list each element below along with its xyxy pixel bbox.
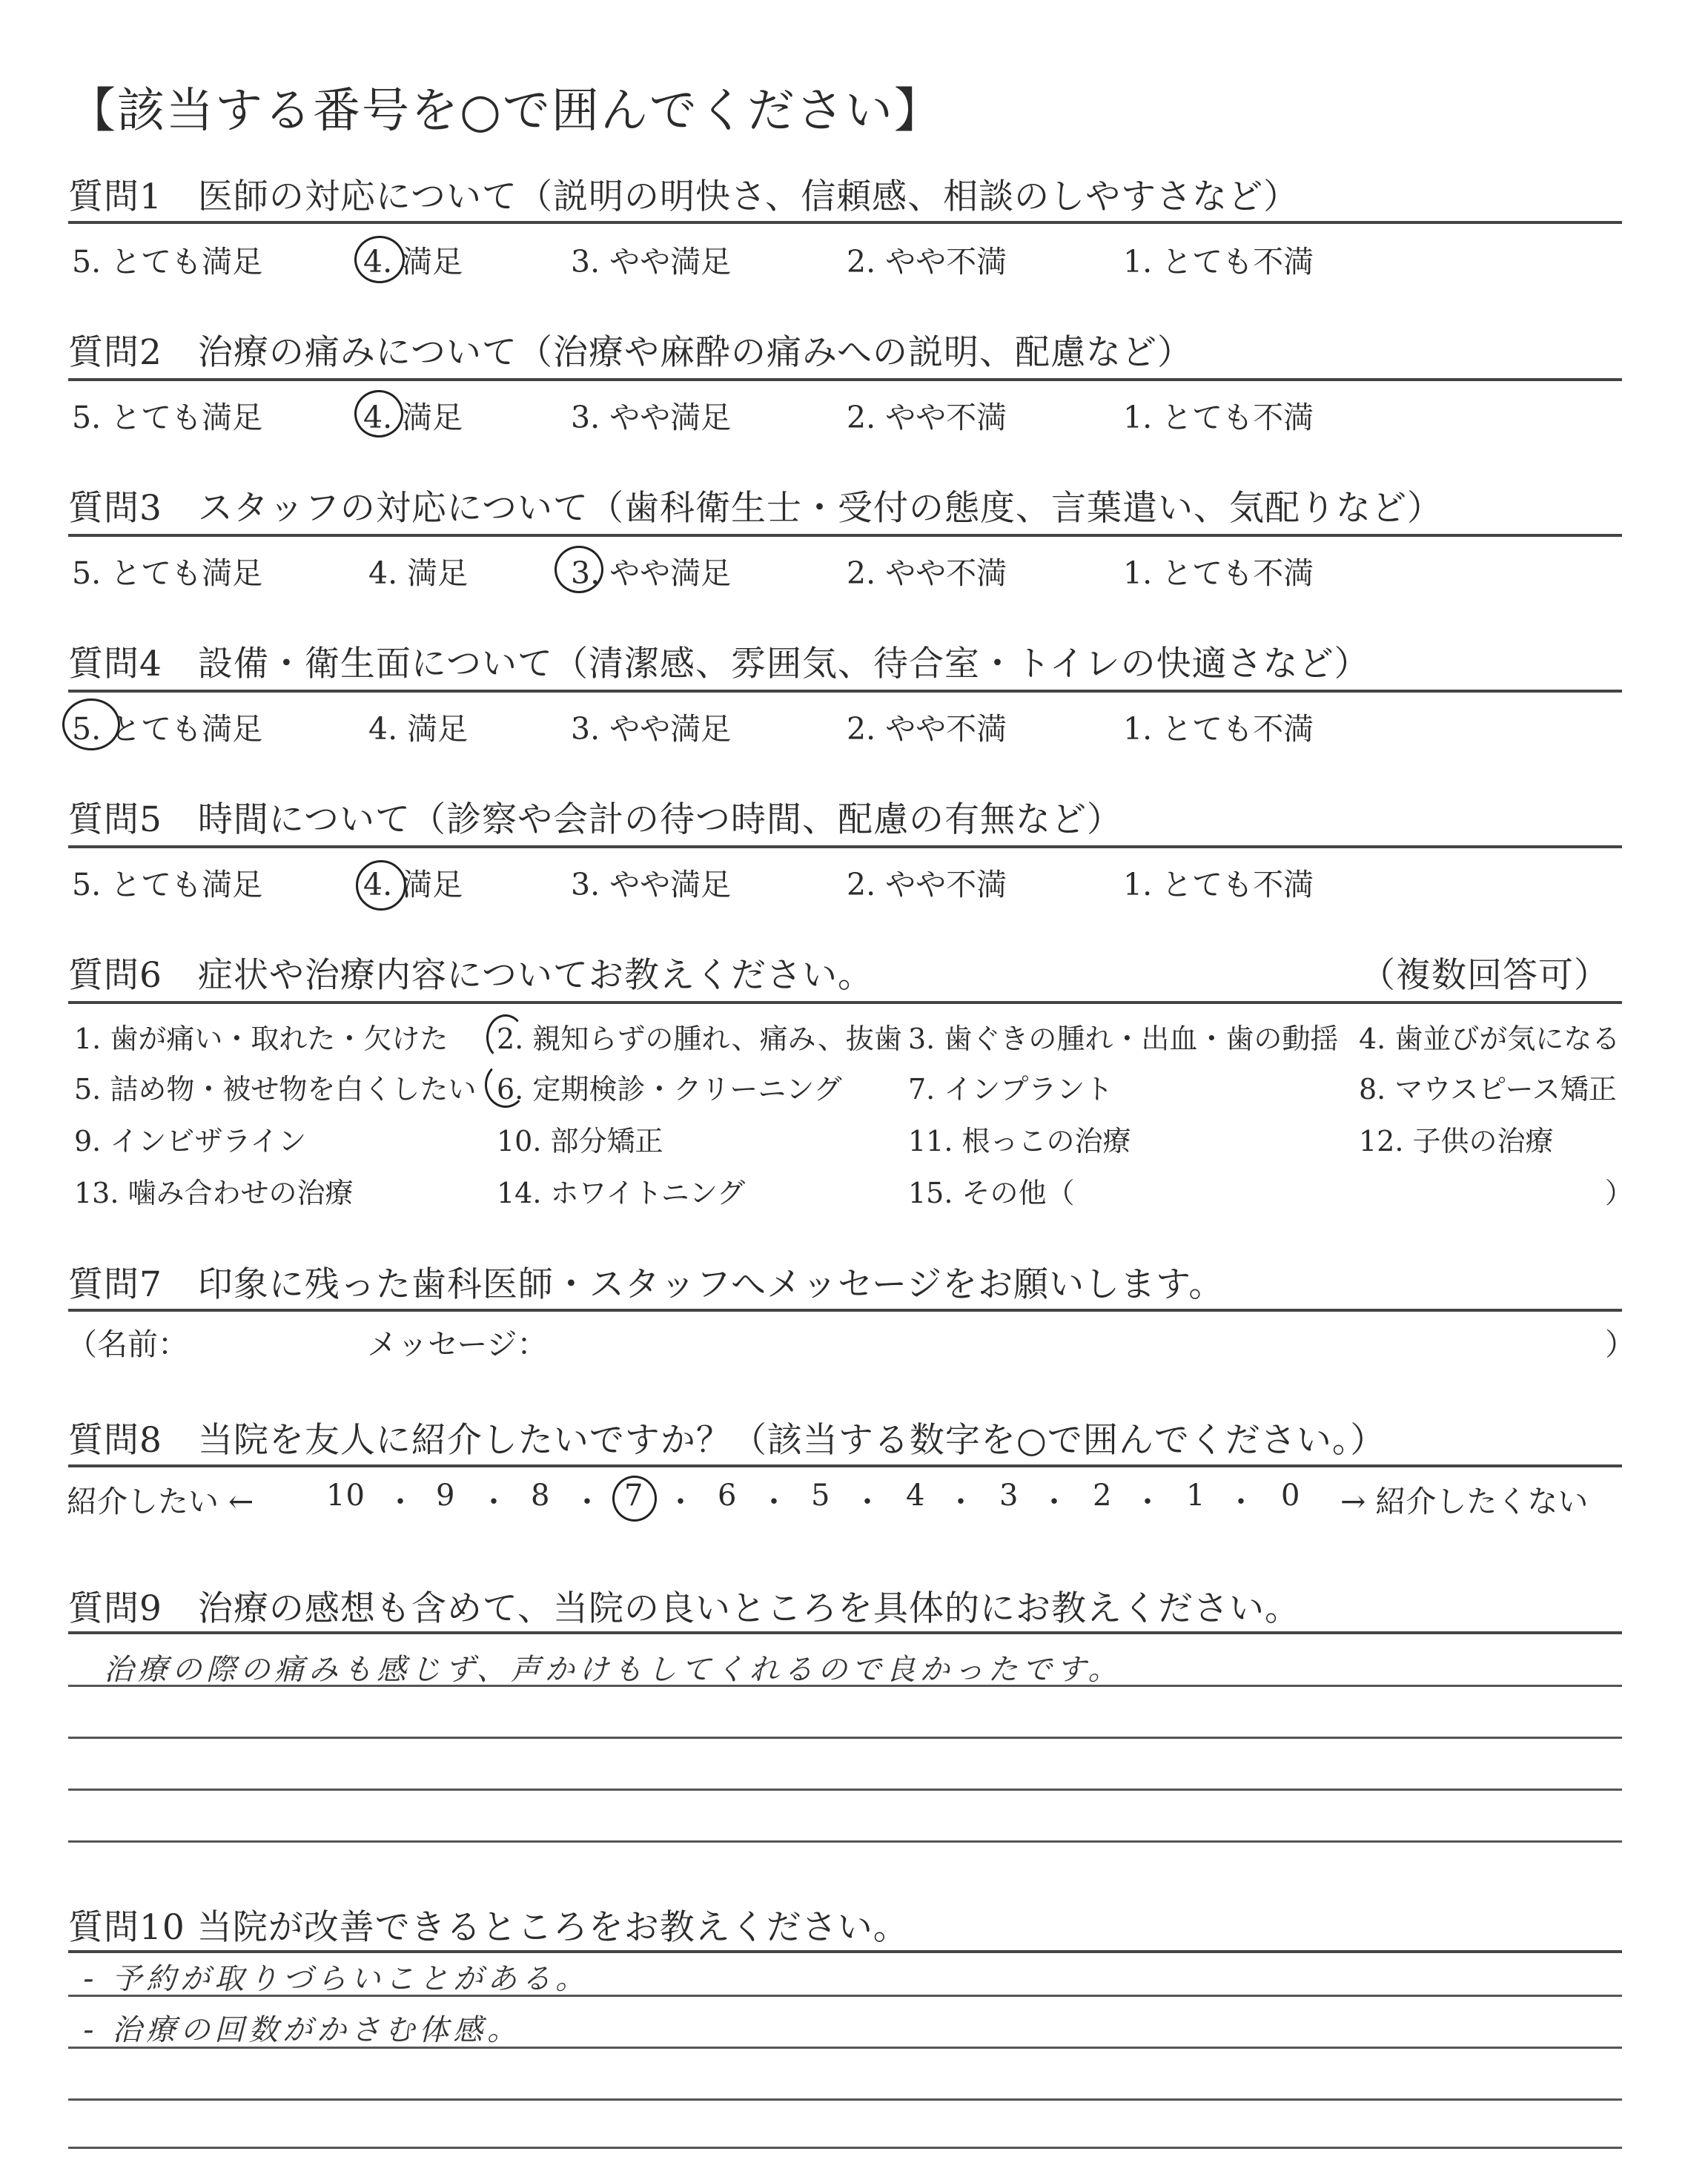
q7-close-paren: ） bbox=[1605, 1327, 1635, 1362]
q9-answer-line bbox=[68, 1789, 1622, 1791]
q6-title: 質問6 症状や治療内容についてお教えください。 bbox=[68, 955, 873, 996]
q10-answer-line bbox=[68, 2098, 1622, 2101]
q4-option-5[interactable]: 5. とても満足 bbox=[72, 711, 263, 747]
q8-scale-0[interactable]: 0 bbox=[1281, 1479, 1301, 1513]
q5-rule bbox=[68, 845, 1622, 848]
q6-item-5[interactable]: 5. 詰め物・被せ物を白くしたい bbox=[74, 1073, 477, 1106]
q2-option-4[interactable]: 4. 満足 bbox=[363, 400, 463, 435]
q8-rule bbox=[68, 1464, 1622, 1467]
q7-message-label: メッセージ： bbox=[367, 1327, 548, 1362]
q6-item-15[interactable]: 15. その他（ bbox=[908, 1177, 1075, 1209]
q3-option-5[interactable]: 5. とても満足 bbox=[72, 555, 263, 591]
q10-answer-line bbox=[68, 2047, 1622, 2049]
q2-title: 質問2 治療の痛みについて（治療や麻酔の痛みへの説明、配慮など） bbox=[68, 332, 1194, 373]
q6-item-12[interactable]: 12. 子供の治療 bbox=[1359, 1125, 1554, 1157]
q10-rule bbox=[68, 1950, 1622, 1953]
q1-option-2[interactable]: 2. やや不満 bbox=[847, 244, 1007, 280]
q6-item-14[interactable]: 14. ホワイトニング bbox=[497, 1177, 746, 1209]
q3-option-3[interactable]: 3. やや満足 bbox=[571, 555, 732, 591]
q8-left-label: 紹介したい ← bbox=[67, 1484, 254, 1519]
q8-scale-dot: ・ bbox=[946, 1485, 976, 1519]
q6-item-8[interactable]: 8. マウスピース矯正 bbox=[1359, 1073, 1617, 1106]
q8-scale-dot: ・ bbox=[1039, 1485, 1070, 1519]
q3-option-1[interactable]: 1. とても不満 bbox=[1123, 555, 1314, 591]
q6-item-10[interactable]: 10. 部分矯正 bbox=[497, 1125, 663, 1157]
q8-scale-dot: ・ bbox=[572, 1485, 603, 1519]
q2-selection-circle bbox=[354, 390, 403, 437]
q8-scale-5[interactable]: 5 bbox=[811, 1479, 831, 1513]
q3-rule bbox=[68, 534, 1622, 537]
q1-option-1[interactable]: 1. とても不満 bbox=[1123, 244, 1314, 280]
q8-scale-dot: ・ bbox=[759, 1485, 790, 1519]
q2-option-2[interactable]: 2. やや不満 bbox=[847, 400, 1007, 435]
q9-handwritten-answer: 治療の際の痛みも感じず、声かけもしてくれるので良かったです。 bbox=[104, 1653, 1122, 1687]
q9-rule bbox=[68, 1631, 1622, 1634]
q2-rule bbox=[68, 378, 1622, 381]
q5-option-1[interactable]: 1. とても不満 bbox=[1123, 867, 1314, 902]
q5-option-3[interactable]: 3. やや満足 bbox=[571, 867, 732, 902]
q4-option-1[interactable]: 1. とても不満 bbox=[1123, 711, 1314, 747]
q8-title: 質問8 当院を友人に紹介したいですか？（該当する数字を○で囲んでください。） bbox=[68, 1420, 1386, 1461]
q10-handwritten-answer-2: - 治療の回数がかさむ体感。 bbox=[83, 2013, 522, 2047]
q6-item-15-close-paren: ） bbox=[1605, 1177, 1634, 1209]
q5-title: 質問5 時間について（診察や会計の待つ時間、配慮の有無など） bbox=[68, 799, 1122, 840]
q8-scale-6[interactable]: 6 bbox=[718, 1479, 738, 1513]
q8-right-label: → 紹介したくない bbox=[1340, 1484, 1589, 1519]
q6-item-1[interactable]: 1. 歯が痛い・取れた・欠けた bbox=[74, 1023, 448, 1055]
q9-answer-line bbox=[68, 1685, 1622, 1687]
q3-option-4[interactable]: 4. 満足 bbox=[368, 555, 469, 591]
q1-option-5[interactable]: 5. とても満足 bbox=[72, 244, 263, 280]
q8-scale-3[interactable]: 3 bbox=[999, 1479, 1019, 1513]
q9-answer-line bbox=[68, 1737, 1622, 1739]
q6-multi-answer-note: （複数回答可） bbox=[1360, 955, 1609, 996]
q10-title: 質問10 当院が改善できるところをお教えください。 bbox=[68, 1907, 909, 1948]
q9-answer-line bbox=[68, 1840, 1622, 1843]
q8-scale-dot: ・ bbox=[853, 1485, 883, 1519]
q8-scale-7[interactable]: 7 bbox=[624, 1479, 644, 1513]
q1-rule bbox=[68, 221, 1622, 224]
q10-handwritten-answer-1: - 予約が取りづらいことがある。 bbox=[83, 1962, 590, 1996]
q3-selection-circle bbox=[555, 546, 603, 593]
q8-scale-dot: ・ bbox=[385, 1485, 416, 1519]
q8-scale-dot: ・ bbox=[1226, 1485, 1257, 1519]
q7-name-label: （名前： bbox=[67, 1327, 188, 1362]
q1-title: 質問1 医師の対応について（説明の明快さ、信頼感、相談のしやすさなど） bbox=[68, 176, 1300, 217]
q6-item-6[interactable]: 6. 定期検診・クリーニング bbox=[497, 1073, 842, 1106]
q8-scale-dot: ・ bbox=[666, 1485, 696, 1519]
q4-option-4[interactable]: 4. 満足 bbox=[368, 711, 469, 747]
q2-option-5[interactable]: 5. とても満足 bbox=[72, 400, 263, 435]
q8-selection-circle bbox=[612, 1476, 657, 1522]
q4-rule bbox=[68, 690, 1622, 693]
q10-answer-line bbox=[68, 2147, 1622, 2149]
q5-selection-circle bbox=[356, 860, 406, 911]
q6-item-7[interactable]: 7. インプラント bbox=[908, 1073, 1113, 1106]
q8-scale-4[interactable]: 4 bbox=[906, 1479, 926, 1513]
q6-item-9[interactable]: 9. インビザライン bbox=[74, 1125, 307, 1157]
q6-item-3[interactable]: 3. 歯ぐきの腫れ・出血・歯の動揺 bbox=[908, 1023, 1339, 1055]
q1-option-3[interactable]: 3. やや満足 bbox=[571, 244, 732, 280]
q8-scale-2[interactable]: 2 bbox=[1093, 1479, 1113, 1513]
q4-selection-circle bbox=[62, 698, 120, 750]
q1-option-4[interactable]: 4. 満足 bbox=[363, 244, 463, 280]
q8-scale-8[interactable]: 8 bbox=[531, 1479, 551, 1513]
q8-scale-dot: ・ bbox=[479, 1485, 509, 1519]
q6-item-4[interactable]: 4. 歯並びが気になる bbox=[1359, 1023, 1621, 1055]
q4-option-2[interactable]: 2. やや不満 bbox=[847, 711, 1007, 747]
q6-rule bbox=[68, 1001, 1622, 1004]
page-title: 【該当する番号を○で囲んでください】 bbox=[68, 84, 943, 139]
q6-item-13[interactable]: 13. 噛み合わせの治療 bbox=[74, 1177, 354, 1209]
q10-answer-line bbox=[68, 1995, 1622, 1997]
q1-selection-circle bbox=[354, 236, 405, 283]
q3-option-2[interactable]: 2. やや不満 bbox=[847, 555, 1007, 591]
q6-selection-mark-6 bbox=[485, 1062, 526, 1108]
q5-option-5[interactable]: 5. とても満足 bbox=[72, 867, 263, 902]
q4-title: 質問4 設備・衛生面について（清潔感、雰囲気、待合室・トイレの快適さなど） bbox=[68, 644, 1370, 684]
q3-title: 質問3 スタッフの対応について（歯科衛生士・受付の態度、言葉遣い、気配りなど） bbox=[68, 488, 1443, 529]
q2-option-3[interactable]: 3. やや満足 bbox=[571, 400, 732, 435]
q2-option-1[interactable]: 1. とても不満 bbox=[1123, 400, 1314, 435]
q6-selection-mark-2 bbox=[486, 1014, 525, 1060]
q8-scale-1[interactable]: 1 bbox=[1186, 1479, 1206, 1513]
q9-title: 質問9 治療の感想も含めて、当院の良いところを具体的にお教えください。 bbox=[68, 1588, 1300, 1629]
q7-rule bbox=[68, 1309, 1622, 1312]
q8-scale-10[interactable]: 10 bbox=[326, 1479, 365, 1513]
q8-scale-dot: ・ bbox=[1133, 1485, 1163, 1519]
q5-option-2[interactable]: 2. やや不満 bbox=[847, 867, 1007, 902]
q4-option-3[interactable]: 3. やや満足 bbox=[571, 711, 732, 747]
q6-item-11[interactable]: 11. 根っこの治療 bbox=[908, 1125, 1131, 1157]
q7-title: 質問7 印象に残った歯科医師・スタッフへメッセージをお願いします。 bbox=[68, 1264, 1225, 1305]
q6-item-2[interactable]: 2. 親知らずの腫れ、痛み、抜歯 bbox=[497, 1023, 902, 1055]
q8-scale-9[interactable]: 9 bbox=[436, 1479, 456, 1513]
q5-option-4[interactable]: 4. 満足 bbox=[363, 867, 463, 902]
